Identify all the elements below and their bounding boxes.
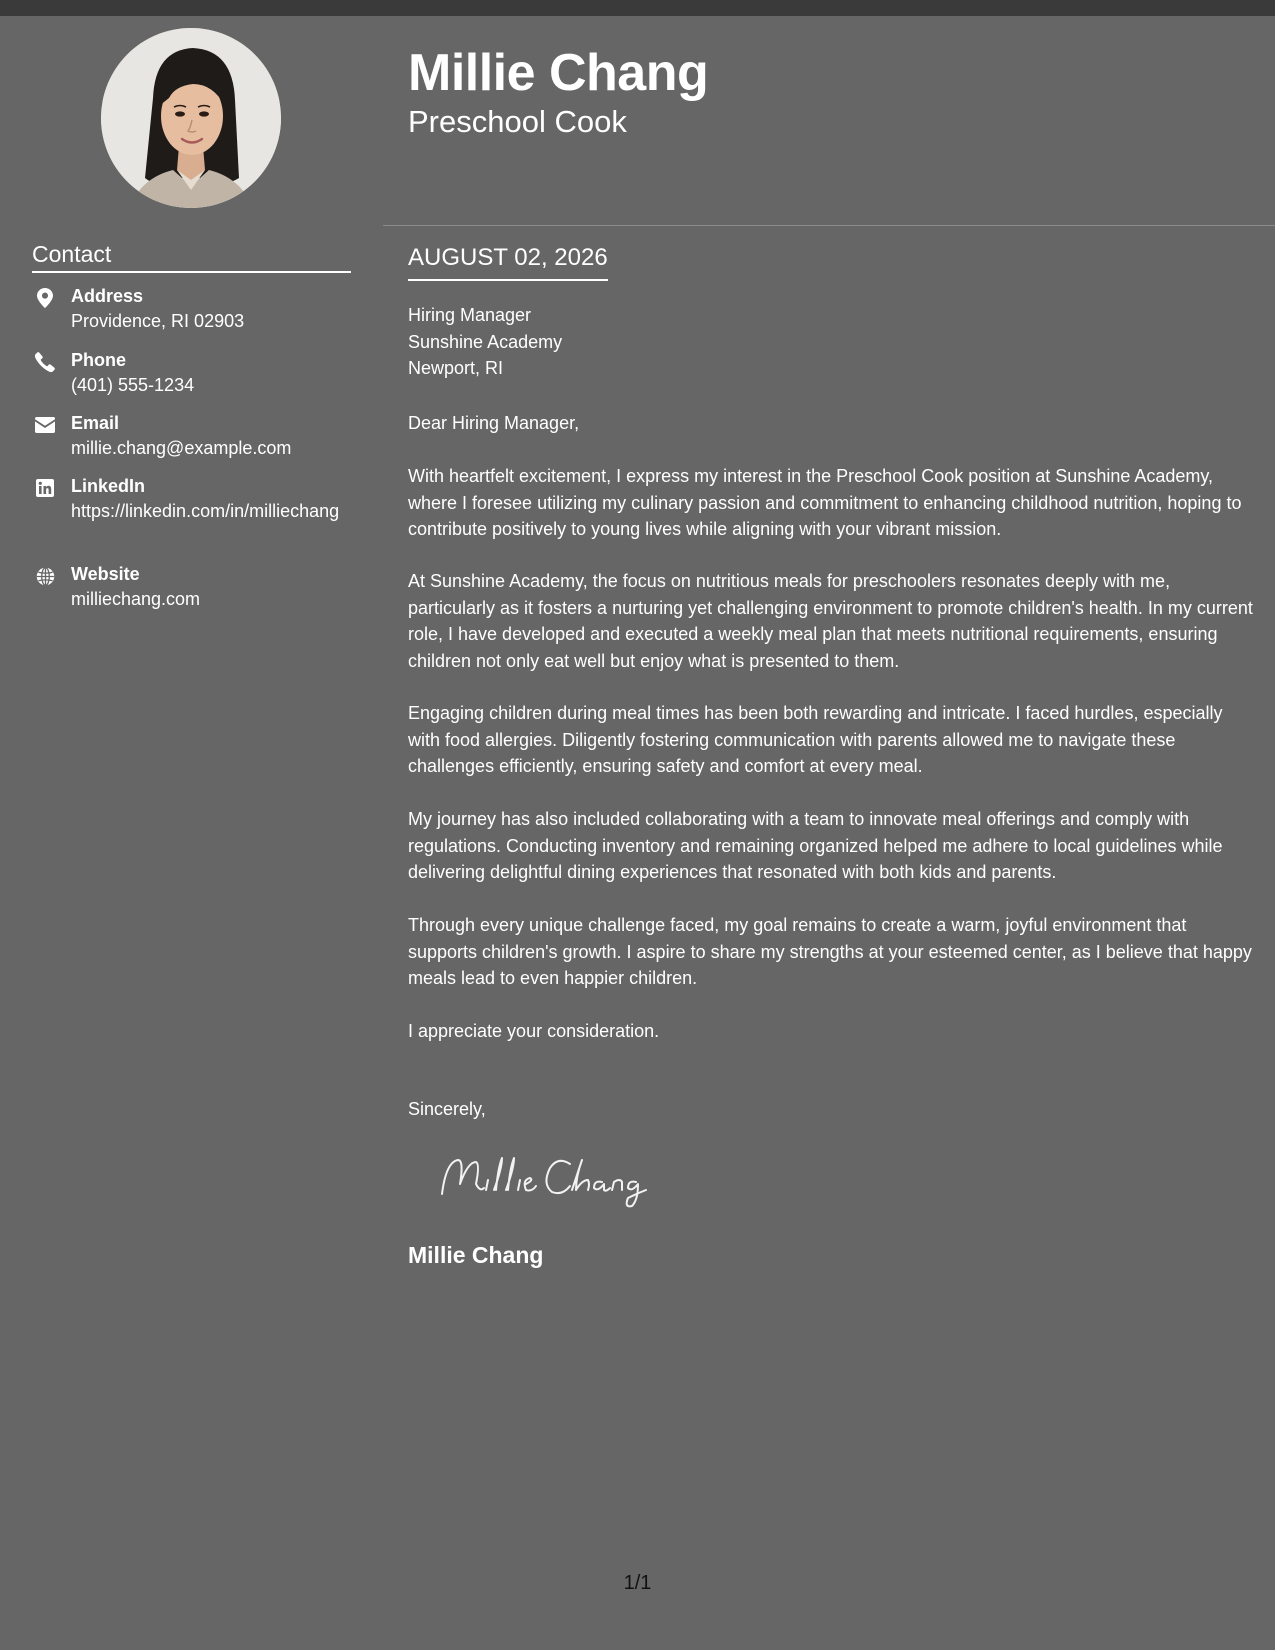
recipient-block: [408, 302, 562, 382]
header-divider: [383, 225, 1275, 226]
closing-line: I appreciate your consideration.: [408, 1021, 660, 1041]
handwritten-signature: [436, 1150, 676, 1210]
phone-value: (401) 555-1234: [71, 375, 195, 395]
linkedin-icon: [32, 477, 58, 499]
email-value: millie.chang@example.com: [71, 438, 292, 458]
contact-email: [32, 411, 352, 461]
contact-linkedin: [32, 474, 352, 549]
avatar: [101, 28, 281, 208]
email-label: Email: [71, 413, 120, 433]
address-value: Providence, RI 02903: [71, 311, 245, 331]
website-value[interactable]: milliechang.com: [71, 589, 201, 609]
applicant-name: Millie Chang: [408, 44, 709, 102]
linkedin-label: LinkedIn: [71, 476, 146, 496]
signoff: Sincerely,: [408, 1099, 486, 1119]
map-pin-icon: [32, 287, 58, 309]
envelope-icon: [32, 414, 58, 436]
phone-label: Phone: [71, 350, 127, 370]
recipient-line: Newport, RI: [408, 358, 504, 378]
address-label: Address: [71, 286, 144, 306]
globe-icon: [32, 565, 58, 587]
recipient-line: Hiring Manager: [408, 305, 532, 325]
contact-website: [32, 562, 352, 612]
contact-address: [32, 284, 352, 334]
letter-paragraph: With heartfelt excitement, I express my interest in the Preschool Cook position at Sunshine Academy, where I foresee utilizing my culinary passion and commitment to enhancing childhood nutrition, hoping to contribute positively to young lives while aligning with your vibrant mission.: [408, 466, 1242, 539]
letter-paragraph: At Sunshine Academy, the focus on nutritious meals for preschoolers resonates deeply with me, particularly as it fosters a nurturing yet challenging environment to promote children's health. In my current role, I have developed and executed a weekly meal plan that meets nutritional requirements, ensuring children not only eat well but enjoy what is presented to them.: [408, 571, 1253, 671]
recipient-line: Sunshine Academy: [408, 331, 563, 352]
salutation: Dear Hiring Manager,: [408, 413, 580, 433]
signer-name: Millie Chang: [408, 1242, 544, 1268]
letter-paragraph: My journey has also included collaborating with a team to innovate meal offerings and comply with regulations. Conducting inventory and remaining organized helped me adhere to local guidelines while delivering delightful dining experiences that resonated with both kids and parents.: [408, 809, 1223, 882]
phone-icon: [32, 351, 58, 373]
contact-heading: Contact: [32, 239, 351, 273]
contact-phone: [32, 348, 352, 398]
website-label: Website: [71, 564, 140, 584]
letter-paragraph: Through every unique challenge faced, my goal remains to create a warm, joyful environment that supports children's growth. I aspire to share my strengths at your esteemed center, as I believe that happy meals lead to even happier children.: [408, 915, 1252, 988]
linkedin-value[interactable]: https://linkedin.com/in/milliechang: [71, 501, 340, 521]
applicant-role: Preschool Cook: [408, 104, 627, 139]
letter-date: AUGUST 02, 2026: [408, 243, 608, 281]
letter-paragraph: Engaging children during meal times has been both rewarding and intricate. I faced hurdles, especially with food allergies. Diligently fostering communication with parents allowed me to navigate these challenges efficiently, ensuring safety and comfort at every meal.: [408, 703, 1223, 776]
top-bar: [0, 0, 1275, 16]
page-number: 1/1: [623, 1572, 652, 1594]
